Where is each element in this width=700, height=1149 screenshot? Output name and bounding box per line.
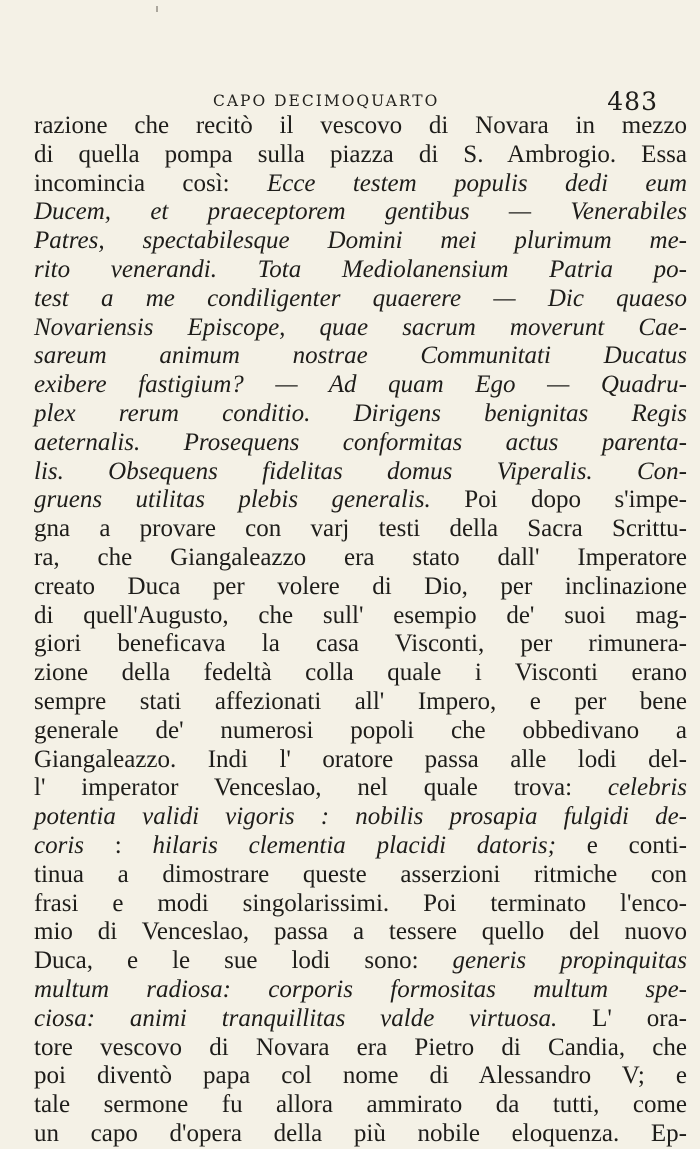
text-segment: di quella pompa sulla piazza di S. Ambrogio. Essa — [34, 140, 687, 168]
text-line — [34, 1062, 687, 1091]
text-line — [34, 486, 687, 515]
text-line — [34, 342, 687, 371]
italic-text-segment: Ducem, et praeceptorem gentibus — Venerabiles — [34, 198, 687, 226]
text-segment: giori beneficava la casa Visconti, per rimunera- — [34, 630, 687, 658]
italic-text-segment: gruens utilitas plebis generalis. — [34, 486, 431, 514]
text-line — [34, 630, 687, 659]
text-segment: creato Duca per volere di Dio, per inclinazione — [34, 572, 687, 600]
text-line — [34, 285, 687, 314]
text-segment: ra, che Giangaleazzo era stato dall' Imperatore — [34, 543, 687, 571]
italic-text-segment: rito venerandi. Tota Mediolanensium Patria po- — [34, 255, 687, 283]
text-segment: di quell'Augusto, che sull' esempio de' suoi mag- — [34, 601, 687, 629]
text-line — [34, 688, 687, 717]
text-line — [34, 400, 687, 429]
text-line — [34, 458, 687, 487]
text-line — [34, 1005, 687, 1034]
text-line — [34, 515, 687, 544]
italic-text-segment: potentia validi vigoris : nobilis prosapia fulgidi de- — [34, 803, 687, 831]
italic-text-segment: lis. Obsequens fidelitas domus Viperalis. Con- — [34, 457, 687, 485]
body-text — [34, 112, 687, 1149]
text-line — [34, 746, 687, 775]
text-line — [34, 112, 687, 141]
text-line — [34, 141, 687, 170]
text-segment: frasi e modi singolarissimi. Poi terminato l'enco- — [34, 889, 687, 917]
italic-text-segment: ciosa: animi tranquillitas valde virtuosa. — [34, 1004, 558, 1032]
text-line — [34, 198, 687, 227]
text-line — [34, 976, 687, 1005]
text-line — [34, 544, 687, 573]
italic-text-segment: celebris — [607, 774, 687, 802]
text-segment: zione della fedeltà colla quale i Visconti erano — [34, 659, 687, 687]
text-line — [34, 861, 687, 890]
text-segment: Poi dopo s'impe- — [430, 486, 687, 514]
italic-text-segment: test a me condiligenter quaerere — Dic quaeso — [34, 284, 687, 312]
text-line — [34, 717, 687, 746]
text-segment: incomincia così: — [34, 169, 267, 197]
text-segment: L' ora- — [557, 1004, 687, 1032]
text-segment: e conti- — [556, 831, 687, 859]
text-line — [34, 1091, 687, 1120]
text-segment: poi diventò papa col nome di Alessandro V; e — [34, 1062, 687, 1090]
text-segment: un capo d'opera della più nobile eloquenza. Ep- — [34, 1119, 687, 1147]
italic-text-segment: plex rerum conditio. Dirigens benignitas Regis — [34, 399, 687, 427]
page-number: 483 — [607, 87, 658, 116]
text-segment: tinua a dimostrare queste asserzioni ritmiche con — [34, 860, 687, 888]
italic-text-segment: sareum animum nostrae Communitati Ducatus — [34, 342, 687, 370]
text-line — [34, 429, 687, 458]
paper-speck — [156, 6, 158, 12]
text-segment: Duca, e le sue lodi sono: — [34, 947, 453, 975]
text-line — [34, 602, 687, 631]
italic-text-segment: hilaris clementia placidi datoris; — [152, 831, 556, 859]
italic-text-segment: Ecce testem populis dedi eum — [266, 169, 687, 197]
running-head: CAPO DECIMOQUARTO — [213, 92, 440, 110]
italic-text-segment: coris — [34, 831, 84, 859]
text-segment: generale de' numerosi popoli che obbedivano a — [34, 716, 687, 744]
text-line — [34, 774, 687, 803]
text-segment: tale sermone fu allora ammirato da tutti, come — [34, 1091, 687, 1119]
text-segment: tore vescovo di Novara era Pietro di Candia, che — [34, 1033, 687, 1061]
text-line — [34, 1034, 687, 1063]
text-segment: razione che recitò il vescovo di Novara in mezzo — [34, 112, 687, 139]
text-line — [34, 803, 687, 832]
text-line — [34, 659, 687, 688]
text-line — [34, 314, 687, 343]
text-line — [34, 573, 687, 602]
text-line — [34, 890, 687, 919]
text-line — [34, 371, 687, 400]
text-segment: l' imperator Venceslao, nel quale trova: — [34, 774, 608, 802]
text-line — [34, 256, 687, 285]
text-segment: mio di Venceslao, passa a tessere quello del nuovo — [34, 918, 687, 946]
italic-text-segment: Novariensis Episcope, quae sacrum moverunt Cae- — [34, 313, 687, 341]
text-line — [34, 918, 687, 947]
text-line — [34, 1120, 687, 1149]
text-segment: gna a provare con varj testi della Sacra Scrittu- — [34, 515, 687, 543]
italic-text-segment: aeternalis. Prosequens conformitas actus parenta- — [34, 428, 687, 456]
text-line — [34, 832, 687, 861]
italic-text-segment: Patres, spectabilesque Domini mei plurimum me- — [34, 227, 687, 255]
italic-text-segment: multum radiosa: corporis formositas multum spe- — [34, 975, 687, 1003]
text-line — [34, 947, 687, 976]
text-line — [34, 227, 687, 256]
text-line — [34, 170, 687, 199]
text-segment: : — [84, 831, 153, 859]
italic-text-segment: exibere fastigium? — Ad quam Ego — Quadru- — [34, 371, 687, 399]
text-segment: Giangaleazzo. Indi l' oratore passa alle lodi del- — [34, 745, 687, 773]
text-segment: sempre stati affezionati all' Impero, e per bene — [34, 687, 687, 715]
italic-text-segment: generis propinquitas — [452, 947, 687, 975]
